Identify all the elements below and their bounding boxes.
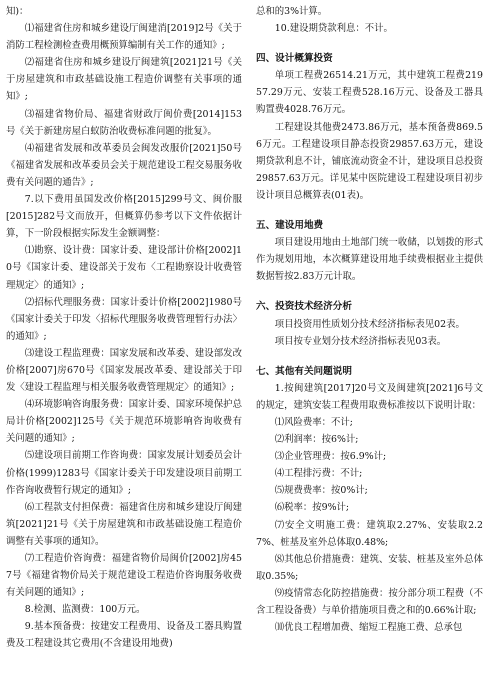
section-heading: 六、投资技术经济分析 xyxy=(256,301,352,313)
paragraph: ⑴福建省住房和城乡建设厅闽建消[2019]2号《关于消防工程检测检查费用概预算编制有关工作的通知》; xyxy=(6,23,242,52)
paragraph: ⑵福建省住房和城乡建设厅闽建筑[2021]21号《关于房屋建筑和市政基础设施工程造价调整有关事项的通知》; xyxy=(6,57,242,103)
paragraph: ⑹税率：按9%计; xyxy=(274,502,350,514)
paragraph: ⑹工程款支付担保费：福建省住房和城乡建设厅闽建筑[2021]21号《关于房屋建筑和市政基础设施工程造价调整有关事项的通知》。 xyxy=(6,501,242,547)
paragraph: ⑵招标代理服务费：国家计委计价格[2002]1980号《国家计委关于印发〈招标代理服务收费管理暂行办法〉的通知》; xyxy=(6,296,242,342)
paragraph: ⑶福建省物价局、福建省财政厅闽价费[2014]153号《关于新建房屋白蚁防治收费标准问题的批复》。 xyxy=(6,108,242,137)
paragraph: ⑺工程造价咨询费：福建省物价局闽价[2002]房457号《福建省物价局关于规范建设工程造价咨询服务收费有关问题的通知》; xyxy=(6,553,242,599)
paragraph: ⑶企业管理费：按6.9%计; xyxy=(274,451,387,463)
paragraph: ⑽优良工程增加费、缩短工程施工费、总承包 xyxy=(274,622,463,634)
paragraph: ⑷工程排污费：不计; xyxy=(274,468,363,480)
paragraph: 项目投资用性质划分技术经济指标表见02表。 xyxy=(274,318,465,330)
paragraph: 项目按专业划分技术经济指标表见03表。 xyxy=(274,335,447,347)
paragraph: 知)： xyxy=(6,6,29,17)
paragraph: 单项工程费26514.21万元，其中建筑工程费21957.29万元、安装工程费528.16万元、设备及工器具购置费4028.76万元。 xyxy=(256,70,483,116)
paragraph: 总和的3%计算。 xyxy=(256,6,328,17)
paragraph: ⑷环境影响咨询服务费：国家计委、国家环境保护总局计价格[2002]125号《关于规范环境影响咨询收费有关问题的通知》; xyxy=(6,399,242,445)
paragraph: 9.基本预备费：按建安工程费用、设备及工器具购置费及工程建设其它费用(不含建设用地费) xyxy=(6,621,242,650)
paragraph: ⑸建设项目前期工作咨询费：国家发展计划委员会计价格(1999)1283号《国家计委关于印发建设项目前期工作咨询收费暂行规定的通知》; xyxy=(6,450,242,496)
section-heading: 四、设计概算投资 xyxy=(256,53,333,65)
paragraph: 项目建设用地由土地部门统一收储，以划拨的形式作为规划用地，本次概算建设用地手续费根据业主提供数据暂按2.83万元计取。 xyxy=(256,237,483,283)
paragraph: 10.建设期贷款利息：不计。 xyxy=(274,23,393,35)
paragraph: ⑼疫情常态化防控措施费：按分部分项工程费（不含工程设备费）与单价措施项目费之和的0.66%计取; xyxy=(256,587,483,616)
paragraph: 1.按闽建筑[2017]20号文及闽建筑[2021]6号文的规定，建筑安装工程费用取费标准按以下说明计取： xyxy=(256,382,483,411)
paragraph: ⑶建设工程监理费：国家发展和改革委、建设部发改价格[2007]房670号《国家发展改革委、建设部关于印发〈建设工程监理与相关服务收费管理规定〉的通知》; xyxy=(6,347,242,394)
paragraph: ⑻其他总价措施费：建筑、安装、桩基及室外总体取0.35%; xyxy=(256,553,483,582)
section-heading: 七、其他有关问题说明 xyxy=(256,365,352,377)
paragraph: ⑵利润率：按6%计; xyxy=(274,434,359,446)
paragraph: ⑺安全文明施工费：建筑取2.27%、安装取2.27%、桩基及室外总体取0.48%; xyxy=(256,519,483,548)
paragraph: ⑷福建省发展和改革委员会闽发改服价[2021]50号《福建省发展和改革委员会关于规范建设工程交易服务收费有关问题的通告》; xyxy=(6,142,242,188)
paragraph: 8.检测、监测费：100万元。 xyxy=(24,604,146,616)
left-column xyxy=(6,3,242,653)
paragraph: ⑴勘察、设计费：国家计委、建设部计价格[2002]10号《国家计委、建设部关于发布〈工程勘察设计收费管理规定〉的通知》; xyxy=(6,245,242,291)
paragraph: 工程建设其他费2473.86万元，基本预备费869.56万元。工程建设项目静态投资29857.63万元，建设期贷款利息不计，铺底流动资金不计，建设项目总投资29857.63万元。详见某中医院建设工程建设项目初步设计项目总概算表(01表)。 xyxy=(256,121,483,201)
right-column xyxy=(256,3,483,636)
paragraph: ⑴风险费率：不计; xyxy=(274,416,353,428)
section-heading: 五、建设用地费 xyxy=(256,220,324,232)
paragraph: 7.以下费用虽国发改价格[2015]299号文、闽价服[2015]282号文而放开，但概算仍参考以下文件依据计算，下一阶段根据实际发生金额调整： xyxy=(6,194,242,240)
paragraph: ⑸规费费率：按0%计; xyxy=(274,485,368,497)
